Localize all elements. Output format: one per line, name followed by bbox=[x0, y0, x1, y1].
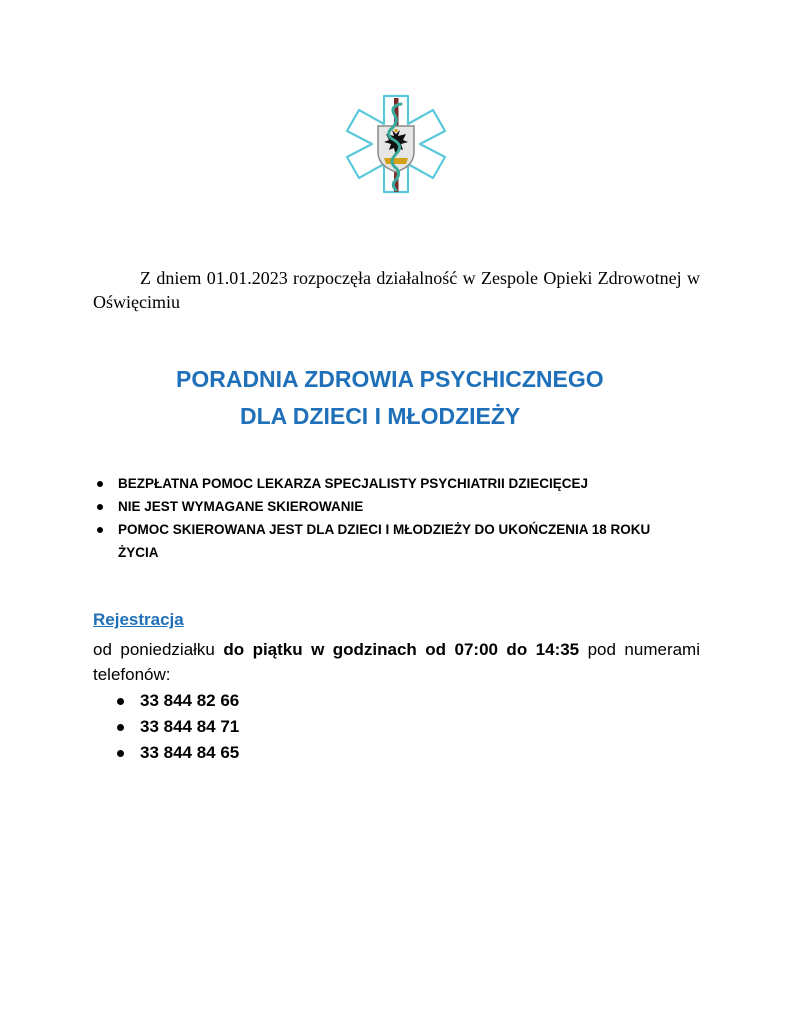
list-item: NIE JEST WYMAGANE SKIEROWANIE bbox=[93, 495, 693, 518]
list-item: BEZPŁATNA POMOC LEKARZA SPECJALISTY PSYCHIATRII DZIECIĘCEJ bbox=[93, 472, 693, 495]
coat-of-arms-shield-icon bbox=[378, 126, 414, 172]
phone-number: 33 844 82 66 bbox=[93, 688, 239, 714]
registration-heading: Rejestracja bbox=[93, 610, 184, 629]
phone-number: 33 844 84 71 bbox=[93, 714, 239, 740]
phone-number: 33 844 84 65 bbox=[93, 740, 239, 766]
registration-text-suffix: pod numerami telefonów: bbox=[93, 640, 700, 684]
features-list bbox=[93, 472, 693, 564]
title-line-2: DLA DZIECI I MŁODZIEŻY bbox=[240, 403, 521, 429]
medical-star-coat-of-arms-logo bbox=[334, 94, 458, 194]
list-item: POMOC SKIEROWANA JEST DLA DZIECI I MŁODZIEŻY DO UKOŃCZENIA 18 ROKU ŻYCIA bbox=[93, 518, 693, 564]
intro-paragraph: Z dniem 01.01.2023 rozpoczęła działalność w Zespole Opieki Zdrowotnej w Oświęcimiu bbox=[93, 268, 700, 312]
phone-list bbox=[93, 688, 239, 766]
title-line-1: PORADNIA ZDROWIA PSYCHICZNEGO bbox=[176, 366, 604, 392]
registration-hours: do piątku w godzinach od 07:00 do 14:35 bbox=[223, 640, 580, 659]
registration-text bbox=[93, 637, 700, 687]
registration-text-prefix: od poniedziałku bbox=[93, 640, 224, 659]
